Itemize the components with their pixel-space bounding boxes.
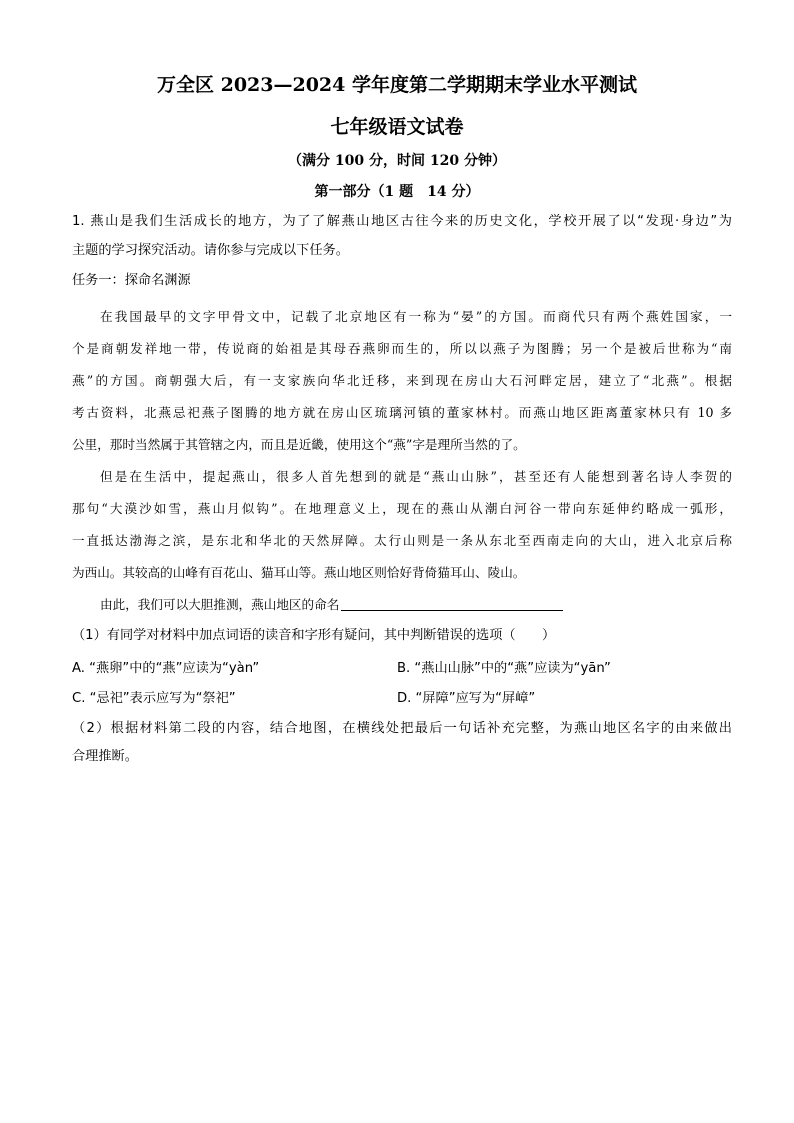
passage-p1-line-2: 个是商朝发祥地一带，传说商的始祖是其母吞燕卵而生的，所以以燕子为图腾；另一个是被后世称为“南 (72, 341, 732, 356)
passage-p2-line-1: 但是在生活中，提起燕山，很多人首先想到的就是“燕山山脉”，甚至还有人能想到著名诗人李贺的 (100, 469, 732, 484)
question-intro-line-2: 主题的学习探究活动。请你参与完成以下任务。 (72, 243, 349, 258)
exam-title: 万全区 2023—2024 学年度第二学期期末学业水平测试 (157, 74, 637, 96)
subquestion-2-line-1: （2）根据材料第二段的内容，结合地图，在横线处把最后一句话补充完整，为燕山地区名字的由来做出 (72, 721, 732, 736)
answer-blank[interactable] (341, 596, 563, 611)
option-a[interactable]: A. “燕卵”中的“燕”应读为“yàn” (72, 661, 260, 676)
subquestion-2-line-2: 合理推断。 (72, 749, 138, 764)
passage-p1-line-4: 考古资料，北燕忌祀燕子图腾的地方就在房山区琉璃河镇的董家林村。而燕山地区距离董家林只有 10 多 (72, 405, 732, 420)
question-intro-line-1: 1. 燕山是我们生活成长的地方，为了了解燕山地区古往今来的历史文化，学校开展了以“发现·身边”为 (72, 214, 732, 229)
task-heading: 任务一：探命名渊源 (72, 273, 191, 288)
option-d[interactable]: D. “屏障”应写为“屏嶂” (397, 691, 536, 706)
exam-meta: （满分 100 分，时间 120 分钟） (288, 153, 506, 169)
option-c[interactable]: C. “忌祀”表示应写为“祭祀” (72, 691, 236, 706)
passage-p3 (100, 596, 732, 614)
passage-p1-line-1: 在我国最早的文字甲骨文中，记载了北京地区有一称为“晏”的方国。而商代只有两个燕姓国家，一 (100, 309, 732, 324)
passage-p3-text: 由此，我们可以大胆推测，燕山地区的命名 (100, 597, 340, 612)
option-b[interactable]: B. “燕山山脉”中的“燕”应读为“yān” (397, 661, 611, 676)
passage-p1-line-3: 燕”的方国。商朝强大后，有一支家族向华北迁移，来到现在房山大石河畔定居，建立了“北燕”。根据 (72, 373, 732, 388)
passage-p2-line-4: 为西山。其较高的山峰有百花山、猫耳山等。燕山地区则恰好背倚猫耳山、陵山。 (72, 565, 526, 580)
passage-p2-line-3: 一直抵达渤海之滨，是东北和华北的天然屏障。太行山则是一条从东北至西南走向的大山，进入北京后称 (72, 533, 732, 548)
exam-subtitle: 七年级语文试卷 (330, 116, 464, 138)
section-heading: 第一部分（1 题 14 分） (314, 184, 480, 200)
passage-p2-line-2: 那句“大漠沙如雪，燕山月似钩”。在地理意义上，现在的燕山从潮白河谷一带向东延伸约略成一弧形， (72, 501, 732, 516)
subquestion-1: （1）有同学对材料中加点词语的读音和字形有疑问，其中判断错误的选项（ ） (72, 628, 556, 643)
passage-p1-line-5: 公里，那时当然属于其管辖之内，而且是近畿，使用这个“燕”字是理所当然的了。 (72, 437, 526, 452)
